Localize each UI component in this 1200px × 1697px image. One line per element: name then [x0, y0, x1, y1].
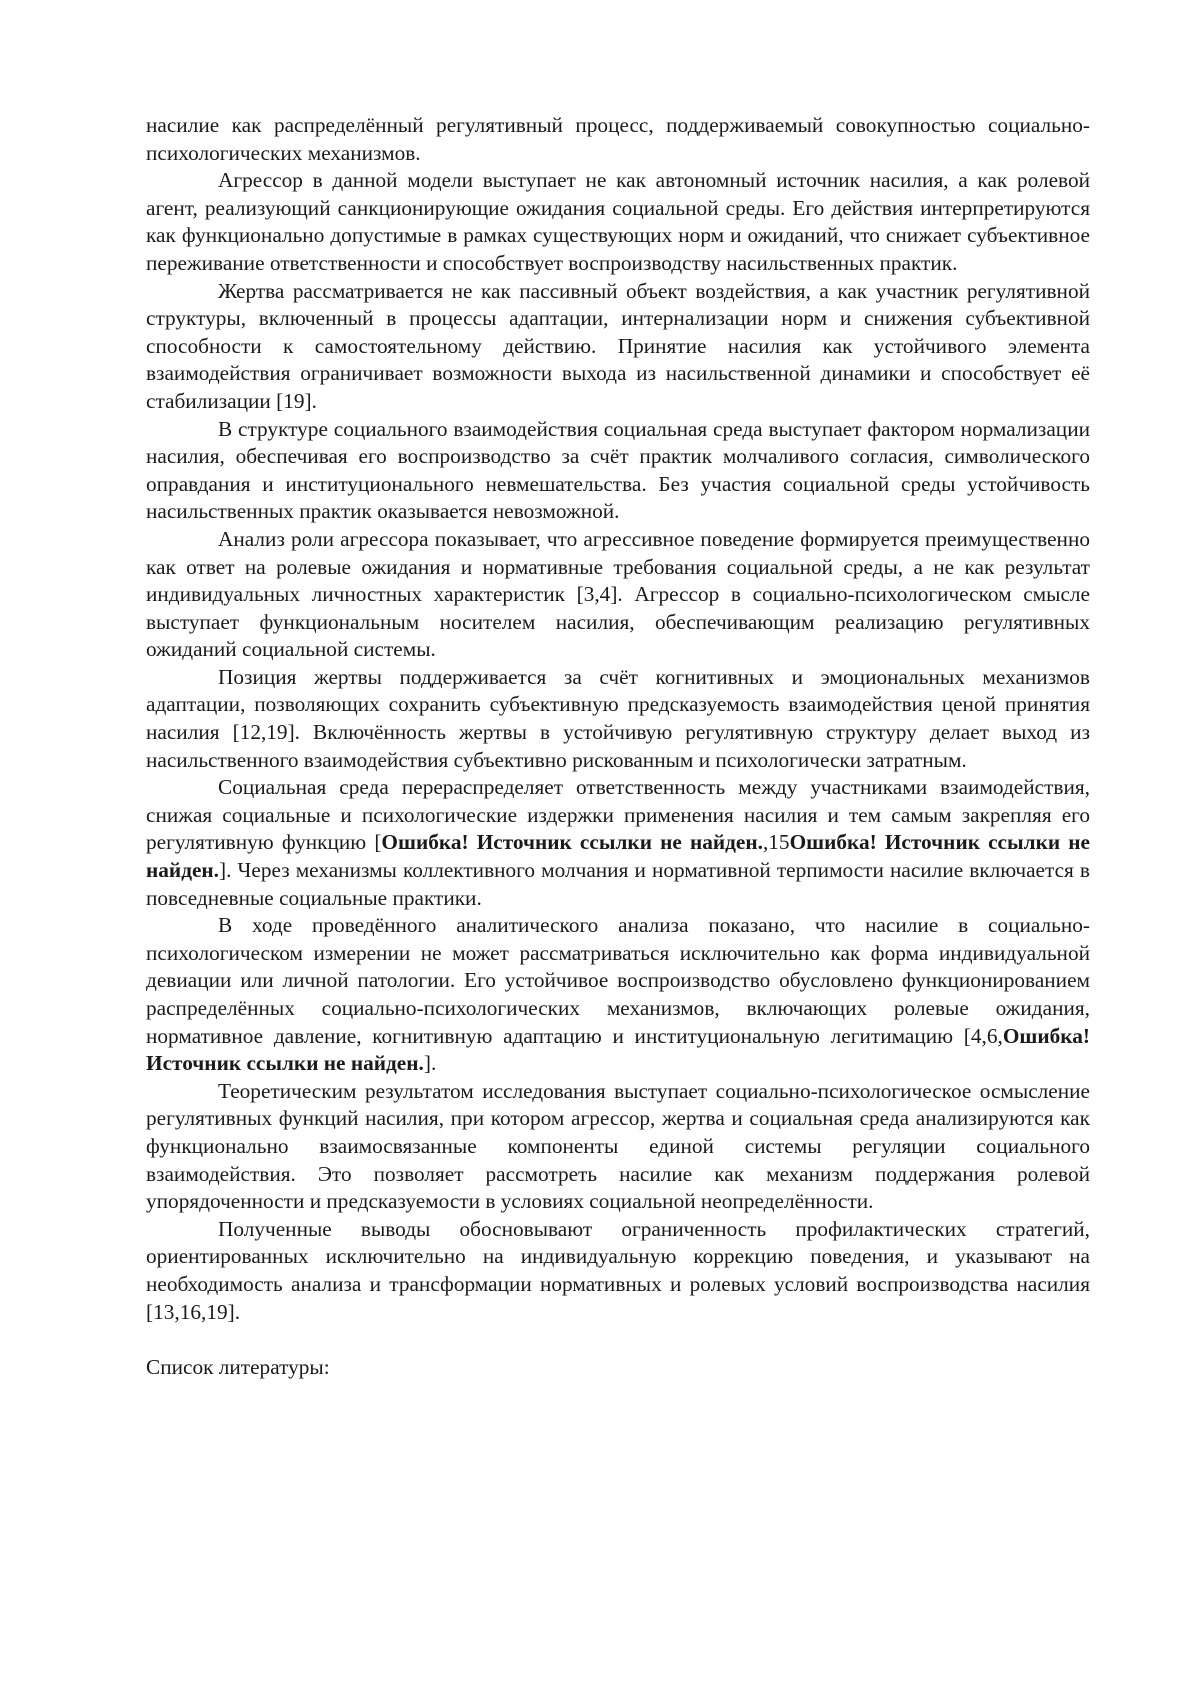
paragraph-text: насилие как распределённый регулятивный процесс, поддерживаемый совокупностью социально-психологических механизмов. [146, 113, 1090, 165]
broken-reference-error: Ошибка! Источник ссылки не найден. [146, 830, 1090, 883]
paragraph-text: Агрессор в данной модели выступает не как автономный источник насилия, а как ролевой агент, реализующий санкционирующие ожидания социальной среды. Его действия интерпретируются как функционально допустимые в рамках существующих норм и ожиданий, что снижает субъективное переживание ответственности и способствует воспроизводству насильственных практик. [146, 168, 1090, 275]
paragraph-text: В структуре социального взаимодействия социальная среда выступает фактором нормализации насилия, обеспечивая его воспроизводство за счёт практик молчаливого согласия, символического оправдания и институционального невмешательства. Без участия социальной среды устойчивость насильственных практик оказывается невозможной. [146, 416, 1090, 524]
body-text [146, 112, 1090, 1326]
paragraph-text: Позиция жертвы поддерживается за счёт когнитивных и эмоциональных механизмов адаптации, позволяющих сохранить субъективную предсказуемость взаимодействия ценой принятия насилия [12,19]. Включённость жертвы в устойчивую регулятивную структуру делает выход из насильственного взаимодействия субъективно рискованным и психологически затратным. [146, 664, 1090, 772]
paragraph-text: Жертва рассматривается не как пассивный объект воздействия, а как участник регулятивной структуры, включенный в процессы адаптации, интернализации норм и снижения субъективной способности к самостоятельному действию. Принятие насилия как устойчивого элемента взаимодействия ограничивает возможности выхода из насильственной динамики и способствует её стабилизации [19]. [146, 278, 1090, 413]
paragraph [146, 1216, 1090, 1326]
paragraph [146, 416, 1090, 526]
paragraph [146, 664, 1090, 774]
paragraph-text: ]. Через механизмы коллективного молчания и нормативной терпимости насилие включается в повседневные социальные практики. [146, 858, 1090, 910]
paragraph-text: Теоретическим результатом исследования выступает социально-психологическое осмысление регулятивных функций насилия, при котором агрессор, жертва и социальная среда анализируются как функционально взаимосвязанные компоненты единой системы регуляции социального взаимодействия. Это позволяет рассмотреть насилие как механизм поддержания ролевой упорядоченности и предсказуемости в условиях социальной неопределённости. [146, 1078, 1090, 1214]
paragraph [146, 1078, 1090, 1216]
paragraph-text: ]. [423, 1051, 437, 1076]
paragraph [146, 526, 1090, 664]
paragraph [146, 278, 1090, 416]
paragraph-text: Полученные выводы обосновывают ограниченность профилактических стратегий, ориентированных исключительно на индивидуальную коррекцию поведения, и указывают на необходимость анализа и трансформации нормативных и ролевых условий воспроизводства насилия [13,16,19]. [146, 1216, 1090, 1324]
broken-reference-error: Ошибка! Источник ссылки не найден. [146, 1023, 1090, 1076]
paragraph-text: В ходе проведённого аналитического анализа показано, что насилие в социально-психологическом измерении не может рассматриваться исключительно как форма индивидуальной девиации или личной патологии. Его устойчивое воспроизводство обусловлено функционированием распределённых социально-психологических механизмов, включающих ролевые ожидания, нормативное давление, когнитивную адаптацию и институциональную легитимацию [4,6, [146, 913, 1090, 1048]
references-heading: Список литературы: [146, 1354, 330, 1379]
paragraph [146, 167, 1090, 277]
paragraph-text: ,15 [762, 830, 790, 855]
paragraph [146, 112, 1090, 167]
document-page [146, 112, 1090, 1381]
paragraph [146, 774, 1090, 912]
paragraph-text: Социальная среда перераспределяет ответственность между участниками взаимодействия, снижая социальные и психологические издержки применения насилия и тем самым закрепляя его регулятивную функцию [ [146, 775, 1090, 855]
broken-reference-error: Ошибка! Источник ссылки не найден. [381, 830, 763, 855]
blank-line [146, 1326, 1090, 1354]
paragraph-text: Анализ роли агрессора показывает, что агрессивное поведение формируется преимущественно как ответ на ролевые ожидания и нормативные требования социальной среды, а не как результат индивидуальных личностных характеристик [3,4]. Агрессор в социально-психологическом смысле выступает функциональным носителем насилия, обеспечивающим реализацию регулятивных ожиданий социальной системы. [146, 526, 1090, 662]
paragraph [146, 912, 1090, 1078]
